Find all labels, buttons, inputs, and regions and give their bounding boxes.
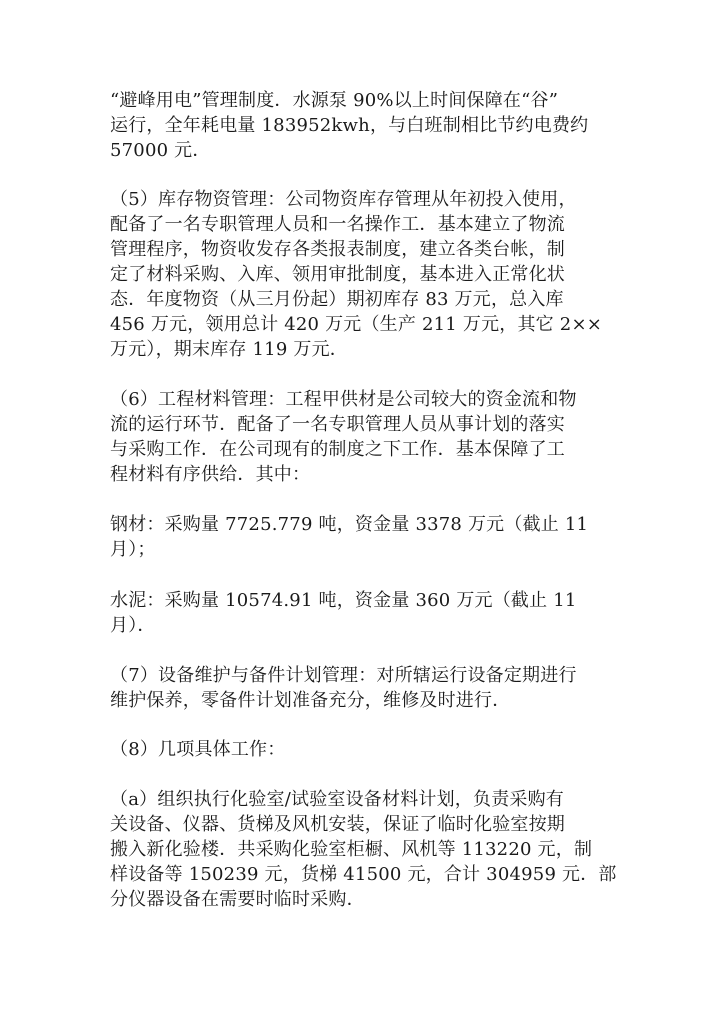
text-line: 月）．: [110, 615, 156, 636]
text-line: 月）；: [110, 539, 156, 560]
text-line: 维护保养，零备件计划准备充分，维修及时进行．: [110, 690, 511, 711]
text-line: 钢材：采购量 7725.779 吨，资金量 3378 万元（截止 11: [110, 514, 589, 535]
text-line: 456 万元，领用总计 420 万元（生产 211 万元，其它 2××: [110, 314, 603, 335]
paragraph-inventory-management: [110, 187, 610, 362]
text-line: “避峰用电”管理制度．水源泵 90%以上时间保障在“谷”: [110, 90, 559, 111]
text-line: （a）组织执行化验室/试验室设备材料计划，负责采购有: [110, 789, 564, 810]
paragraph-energy-saving: [110, 88, 610, 163]
text-line: 程材料有序供给．其中：: [110, 464, 311, 485]
text-line: （7）设备维护与备件计划管理：对所辖运行设备定期进行: [110, 665, 577, 686]
paragraph-steel: [110, 512, 610, 562]
text-line: 搬入新化验楼．共采购化验室柜橱、风机等 113220 元，制: [110, 839, 593, 860]
text-line: 流的运行环节．配备了一名专职管理人员从事计划的落实: [110, 414, 565, 435]
text-line: 水泥：采购量 10574.91 吨，资金量 360 万元（截止 11: [110, 590, 577, 611]
paragraph-cement: [110, 588, 610, 638]
paragraph-specific-tasks: [110, 737, 610, 762]
text-line: （5）库存物资管理：公司物资库存管理从年初投入使用，: [110, 189, 577, 210]
text-line: 运行，全年耗电量 183952kwh，与白班制相比节约电费约: [110, 115, 589, 136]
paragraph-equipment-maintenance: [110, 663, 610, 713]
text-line: （6）工程材料管理：工程甲供材是公司较大的资金流和物: [110, 389, 577, 410]
text-line: 万元），期末库存 119 万元．: [110, 339, 348, 360]
text-line: 关设备、仪器、货梯及风机安装，保证了临时化验室按期: [110, 814, 565, 835]
text-line: 配备了一名专职管理人员和一名操作工．基本建立了物流: [110, 214, 565, 235]
text-line: 57000 元．: [110, 140, 211, 161]
text-line: 态．年度物资（从三月份起）期初库存 83 万元，总入库: [110, 289, 564, 310]
paragraph-engineering-materials: [110, 387, 610, 487]
text-line: 分仪器设备在需要时临时采购．: [110, 889, 365, 910]
text-line: 与采购工作．在公司现有的制度之下工作．基本保障了工: [110, 439, 565, 460]
paragraph-lab-equipment: [110, 787, 617, 912]
text-line: （8）几项具体工作：: [110, 739, 286, 760]
text-line: 定了材料采购、入库、领用审批制度，基本进入正常化状: [110, 264, 565, 285]
text-line: 管理程序，物资收发存各类报表制度，建立各类台帐，制: [110, 239, 565, 260]
text-line: 样设备等 150239 元，货梯 41500 元，合计 304959 元．部: [110, 864, 617, 885]
